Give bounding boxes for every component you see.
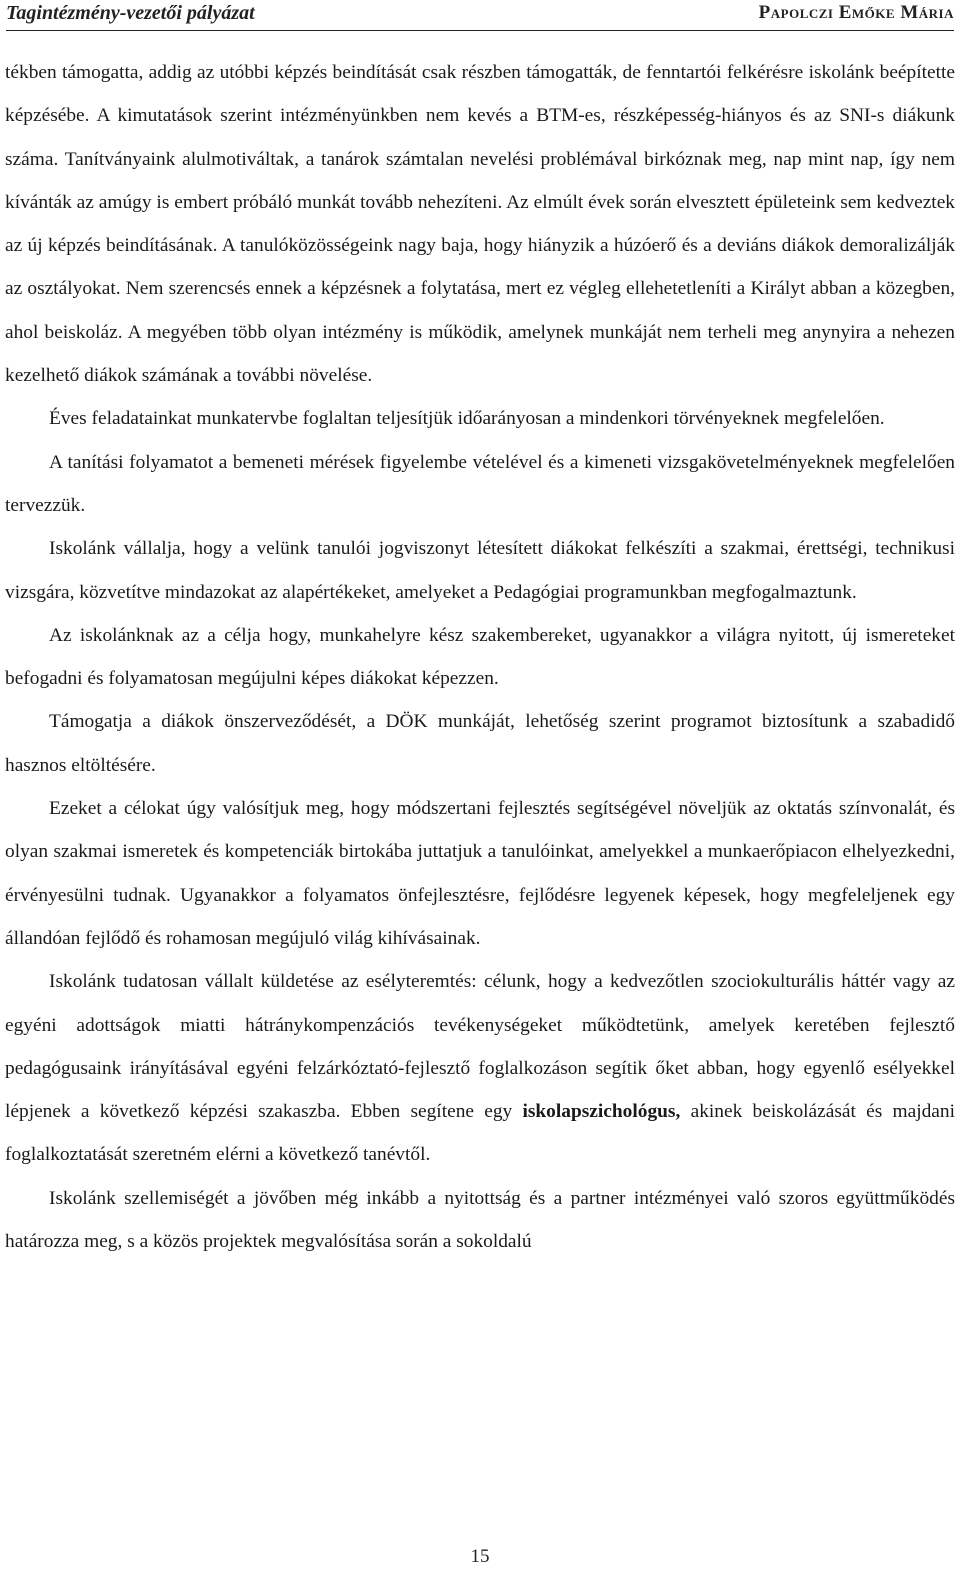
paragraph: Ezeket a célokat úgy valósítjuk meg, hogy módszertani fejlesztés segítségével növeljük az oktatás színvonalát, és olyan szakmai ismeretek és kompetenciák birtokába juttatjuk a tanulóinkat, amelyekkel a munkaerőpiacon elhelyezkedni, érvényesülni tudnak. Ugyanakkor a folyamatos önfejlesztésre, fejlődésre legyenek képesek, hogy megfeleljenek egy állandóan fejlődő és rohamosan megújuló világ kihívásainak.: [5, 798, 955, 949]
document-body: [5, 51, 955, 1263]
header-author: Papolczi Emőke Mária: [758, 2, 954, 23]
paragraph-text: Iskolánk tudatosan vállalt küldetése az esélyteremtés: célunk, hogy a kedvezőtlen szociokulturális háttér vagy az egyéni adottságok miatti hátránykompenzációs tevékenységeket működtetünk, amelyek keretében fejlesztő pedagógusaink irányításával egyéni felzárkóztató-fejlesztő foglalkozáson segítik őket abban, hogy egyenlő esélyekkel lépjenek a következő képzési szakaszba. Ebben segítene egy: [5, 971, 955, 1123]
paragraph: Iskolánk vállalja, hogy a velünk tanulói jogviszonyt létesített diákokat felkészíti a szakmai, érettségi, technikusi vizsgára, közvetítve mindazokat az alapértékeket, amelyeket a Pedagógiai programunkban megfogalmaztunk.: [5, 538, 955, 603]
paragraph: Támogatja a diákok önszerveződését, a DÖK munkáját, lehetőség szerint programot biztosítunk a szabadidő hasznos eltöltésére.: [5, 711, 955, 776]
page-header: [6, 0, 954, 31]
paragraph-text: akinek beiskolázását és majdani foglalkoztatását szeretném elérni a következő tanévtől.: [5, 1101, 955, 1166]
bold-term: iskolapszichológus,: [522, 1101, 681, 1123]
paragraph: Az iskolánknak az a célja hogy, munkahelyre kész szakembereket, ugyanakkor a világra nyitott, új ismereteket befogadni és folyamatosan megújulni képes diákokat képezzen.: [5, 624, 955, 690]
paragraph: A tanítási folyamatot a bemeneti mérések figyelembe vételével és a kimeneti vizsgakövetelményeknek megfelelően tervezzük.: [5, 451, 955, 516]
header-title: Tagintézmény-vezetői pályázat: [6, 2, 255, 24]
paragraph: tékben támogatta, addig az utóbbi képzés beindítását csak részben támogatták, de fenntartói felkérésre iskolánk beépítette képzésébe. A kimutatások szerint intézményünkben nem kevés a BTM-es, részképesség-hiányos és az SNI-s diákunk száma. Tanítványaink alulmotiváltak, a tanárok számtalan nevelési problémával birkóznak meg, nap mint nap, így nem kívánták az amúgy is embert próbáló munkát tovább nehezíteni. Az elmúlt évek során elvesztett épületeink sem kedveztek az új képzés beindításának. A tanulóközösségeink nagy baja, hogy hiányzik a húzóerő és a deviáns diákok demoralizálják az osztályokat. Nem szerencsés ennek a képzésnek a folytatása, mert ez végleg ellehetetleníti a Királyt abban a közegben, ahol beiskoláz. A megyében több olyan intézmény is működik, amelynek munkáját nem terheli meg anynyira a nehezen kezelhető diákok számának a további növelése.: [5, 62, 955, 387]
paragraph: Éves feladatainkat munkatervbe foglaltan teljesítjük időarányosan a mindenkori törvényeknek megfelelően.: [49, 408, 885, 430]
page-number: 15: [470, 1546, 490, 1567]
paragraph: [5, 960, 955, 1176]
paragraph: Iskolánk szellemiségét a jövőben még inkább a nyitottság és a partner intézményei való szoros együttműködés határozza meg, s a közös projektek megvalósítása során a sokoldalú: [5, 1187, 955, 1253]
